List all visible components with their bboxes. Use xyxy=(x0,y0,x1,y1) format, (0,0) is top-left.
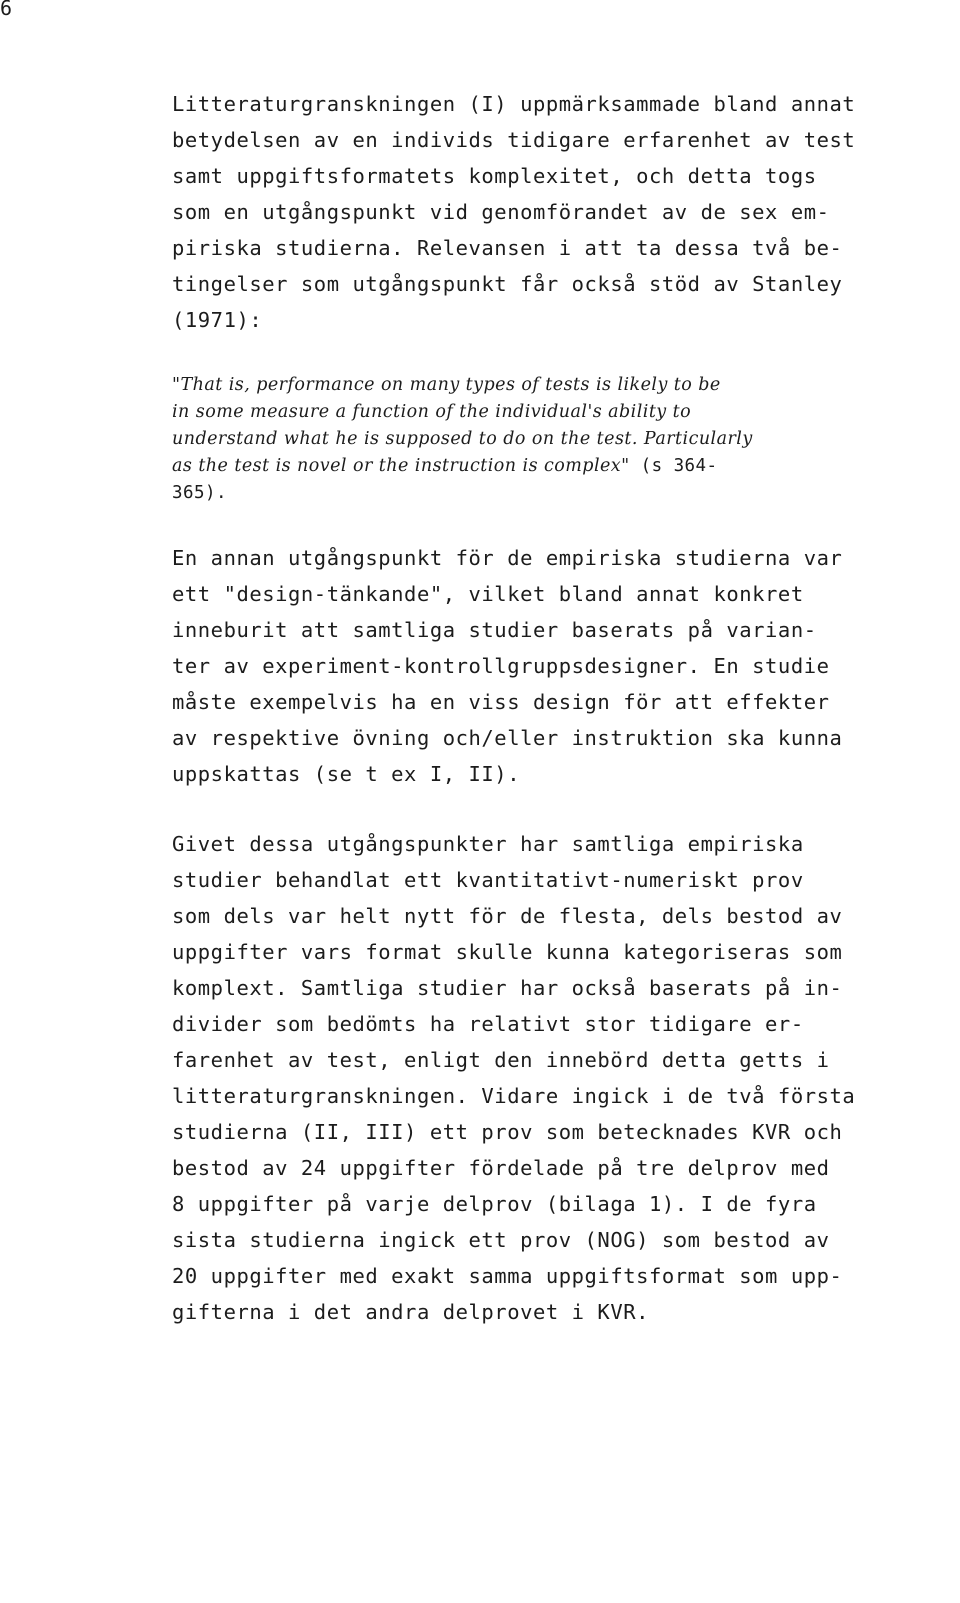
text-line: uppgifter vars format skulle kunna kategoriseras som xyxy=(172,940,843,964)
quote-line: "That is, performance on many types of tests is likely to be xyxy=(172,375,721,395)
text-line: tingelser som utgångspunkt får också stöd av Stanley xyxy=(172,272,843,296)
text-line: Givet dessa utgångspunkter har samtliga empiriska xyxy=(172,832,804,856)
text-line: piriska studierna. Relevansen i att ta dessa två be- xyxy=(172,236,843,260)
text-line: som dels var helt nytt för de flesta, dels bestod av xyxy=(172,904,843,928)
text-line: uppskattas (se t ex I, II). xyxy=(172,762,521,786)
block-quote-stanley xyxy=(172,372,932,507)
text-line: bestod av 24 uppgifter fördelade på tre delprov med xyxy=(172,1156,830,1180)
text-line: måste exempelvis ha en viss design för att effekter xyxy=(172,690,830,714)
text-line: samt uppgiftsformatets komplexitet, och detta togs xyxy=(172,164,817,188)
text-line: divider som bedömts ha relativt stor tidigare er- xyxy=(172,1012,804,1036)
text-line: litteraturgranskningen. Vidare ingick i de två första xyxy=(172,1084,856,1108)
quote-line xyxy=(172,453,932,480)
text-line: studier behandlat ett kvantitativt-numeriskt prov xyxy=(172,868,804,892)
quote-line-italic: as the test is novel or the instruction is complex" xyxy=(172,456,630,476)
text-line: ter av experiment-kontrollgruppsdesigner. En studie xyxy=(172,654,830,678)
quote-line: in some measure a function of the individual's ability to xyxy=(172,402,692,422)
text-line: farenhet av test, enligt den innebörd detta getts i xyxy=(172,1048,830,1072)
text-line: som en utgångspunkt vid genomförandet av de sex em- xyxy=(172,200,830,224)
page-number: 6 xyxy=(0,0,14,20)
paragraph-empirical-studies xyxy=(172,826,932,1330)
paragraph-literature-review xyxy=(172,86,932,338)
text-line: En annan utgångspunkt för de empiriska studierna var xyxy=(172,546,843,570)
quote-citation: (s 364- xyxy=(629,456,718,476)
text-line: 20 uppgifter med exakt samma uppgiftsformat som upp- xyxy=(172,1264,843,1288)
text-line: 8 uppgifter på varje delprov (bilaga 1). I de fyra xyxy=(172,1192,817,1216)
text-line: komplext. Samtliga studier har också baserats på in- xyxy=(172,976,843,1000)
text-line: ett "design-tänkande", vilket bland annat konkret xyxy=(172,582,804,606)
text-line: gifterna i det andra delprovet i KVR. xyxy=(172,1300,650,1324)
quote-line: understand what he is supposed to do on the test. Particularly xyxy=(172,429,753,449)
text-line: Litteraturgranskningen (I) uppmärksammade bland annat xyxy=(172,92,856,116)
text-line: av respektive övning och/eller instruktion ska kunna xyxy=(172,726,843,750)
quote-citation-end: 365). xyxy=(172,483,227,503)
text-line: inneburit att samtliga studier baserats på varian- xyxy=(172,618,817,642)
paragraph-design-thinking xyxy=(172,540,932,792)
text-line: studierna (II, III) ett prov som betecknades KVR och xyxy=(172,1120,843,1144)
text-line: sista studierna ingick ett prov (NOG) som bestod av xyxy=(172,1228,830,1252)
text-line: betydelsen av en individs tidigare erfarenhet av test xyxy=(172,128,856,152)
text-line: (1971): xyxy=(172,308,263,332)
